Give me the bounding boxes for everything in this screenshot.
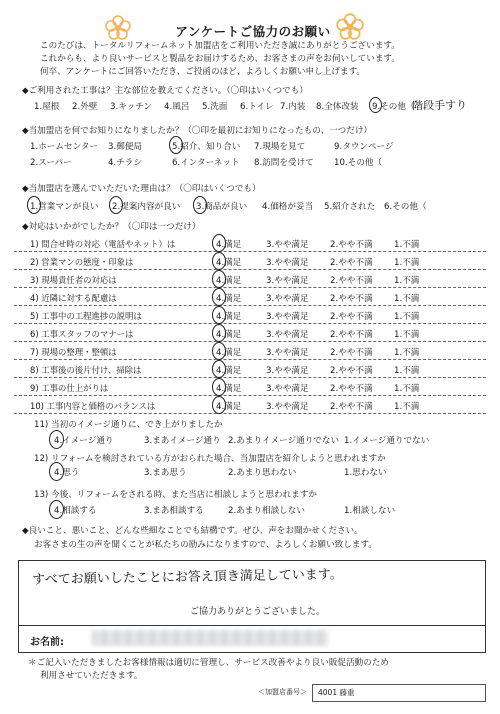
q13-question: 13) 今後、リフォームをされる時、また当店に相談しようと思われますか [34, 490, 317, 500]
matrix-option[interactable]: 4.満足 [216, 330, 242, 340]
answer-circle [49, 462, 64, 481]
row-divider [14, 377, 486, 378]
matrix-option[interactable]: 1.不満 [394, 258, 420, 268]
q1-handwritten-answer: 階段手すり [411, 98, 468, 113]
matrix-option[interactable]: 4.満足 [216, 276, 242, 286]
notice-line: ＊ご記入いただきましたお客様情報は適切に管理し、サービス改善やより良い販促活動のため [28, 658, 389, 668]
matrix-option[interactable]: 3.やや満足 [266, 312, 309, 322]
comment-prompt: お客さまの生の声を聞くことが私たちの励みになりますので、よろしくお願い致します。 [34, 540, 377, 550]
matrix-row-label: 5) 工事中の工程進捗の説明は [30, 311, 142, 321]
intro-line: 何卒、アンケートにご回答いただき、ご投函のほど、よろしくお願い申し上げます。 [40, 67, 366, 77]
matrix-option[interactable]: 1.不満 [394, 384, 420, 394]
q11-question: 11) 当初のイメージ通りに、でき上がりましたか [34, 420, 223, 430]
q13-option[interactable]: 4.相談する [54, 506, 97, 516]
intro-line: これからも、より良いサービスと製品をお届けするため、お客さまの声をお伺いしています。 [40, 54, 400, 64]
matrix-row-label: 9) 工事の仕上がりは [30, 383, 109, 393]
q3-option[interactable]: 1.営業マンが良い [30, 202, 99, 212]
notice-line: 利用させていただきます。 [40, 671, 143, 681]
q1-option[interactable]: 5.洗面 [202, 102, 228, 112]
q11-option[interactable]: 4.イメージ通り [54, 436, 114, 446]
q1-question: ◆ご利用された工事は？主な部位を教えてください。（〇印はいくつでも） [22, 86, 308, 96]
q3-option[interactable]: 6.その他（ [384, 202, 427, 212]
q3-option[interactable]: 3.商品が良い [196, 202, 248, 212]
matrix-row-label: 2) 営業マンの態度・印象は [30, 257, 134, 267]
matrix-option[interactable]: 4.満足 [216, 312, 242, 322]
q2-option[interactable]: 3.郵便局 [108, 142, 142, 152]
row-divider [14, 287, 486, 288]
matrix-row-label: 6) 工事スタッフのマナーは [30, 329, 134, 339]
matrix-option[interactable]: 1.不満 [394, 294, 420, 304]
matrix-row-label: 7) 現場の整理・整頓は [30, 347, 117, 357]
row-divider [14, 395, 486, 396]
matrix-option[interactable]: 1.不満 [394, 366, 420, 376]
matrix-option[interactable]: 3.やや満足 [266, 294, 309, 304]
name-label: お名前: [30, 637, 64, 648]
matrix-option[interactable]: 3.やや満足 [266, 330, 309, 340]
answer-circle [212, 396, 226, 414]
matrix-row-label: 10) 工事内容と価格のバランスは [30, 401, 156, 411]
answer-circle [27, 196, 41, 214]
matrix-option[interactable]: 2.やや不満 [330, 348, 373, 358]
matrix-option[interactable]: 1.不満 [394, 240, 420, 250]
matrix-option[interactable]: 4.満足 [216, 294, 242, 304]
answer-circle [212, 306, 226, 324]
matrix-option[interactable]: 2.やや不満 [330, 384, 373, 394]
matrix-option[interactable]: 2.やや不満 [330, 330, 373, 340]
shop-number: 4001 藤重 [318, 688, 355, 697]
matrix-row-label: 4) 近隣に対する配慮は [30, 293, 117, 303]
q1-option-other[interactable]: 9.その他（ [372, 102, 415, 112]
q11-option[interactable]: 3.まあイメージ通り [144, 436, 221, 446]
q12-option[interactable]: 2.あまり思わない [228, 468, 297, 478]
q12-option[interactable]: 3.まあ思う [144, 468, 187, 478]
q13-option[interactable]: 2.あまり相談しない [228, 506, 305, 516]
matrix-option[interactable]: 4.満足 [216, 366, 242, 376]
answer-circle [212, 270, 226, 288]
q2-option[interactable]: 7.現場を見て [254, 142, 306, 152]
answer-circle [369, 97, 382, 113]
q1-option[interactable]: 3.キッチン [110, 102, 152, 112]
shop-label: ＜加盟店番号＞ [258, 688, 307, 696]
matrix-option[interactable]: 1.不満 [394, 312, 420, 322]
page-title: アンケートご協力のお願い [175, 24, 331, 39]
row-divider [14, 305, 486, 306]
intro-line: このたびは、トータルリフォームネット加盟店をご利用いただき誠にありがとうございます。 [40, 41, 400, 51]
name-redacted [92, 630, 328, 646]
matrix-option[interactable]: 3.やや満足 [266, 348, 309, 358]
answer-circle [212, 342, 226, 360]
q11-option[interactable]: 2.あまりイメージ通りでない [228, 436, 340, 446]
matrix-row-label: 3) 現場責任者の対応は [30, 275, 117, 285]
answer-circle [212, 378, 226, 396]
matrix-option[interactable]: 2.やや不満 [330, 366, 373, 376]
answer-circle [212, 324, 226, 342]
q1-option[interactable]: 2.外壁 [72, 102, 98, 112]
q13-option[interactable]: 1.相談しない [344, 506, 396, 516]
row-divider [14, 269, 486, 270]
row-divider [14, 413, 486, 414]
answer-circle [212, 234, 226, 252]
q2-option[interactable]: 4.チラシ [108, 158, 142, 168]
q2-option[interactable]: 1.ホームセンター [30, 142, 99, 152]
matrix-row-label: 1) 問合せ時の対応（電話やネット）は [30, 239, 176, 249]
matrix-option[interactable]: 3.やや満足 [266, 366, 309, 376]
q1-option[interactable]: 8.全体改装 [316, 102, 359, 112]
answer-circle [212, 252, 226, 270]
q1-option[interactable]: 1.屋根 [34, 102, 60, 112]
q2-option[interactable]: 10.その他（ [334, 158, 383, 168]
matrix-option[interactable]: 2.やや不満 [330, 258, 373, 268]
answer-circle [109, 196, 123, 214]
matrix-option[interactable]: 3.やや満足 [266, 258, 309, 268]
row-divider [14, 323, 486, 324]
q3-option[interactable]: 5.紹介された [324, 202, 376, 212]
row-divider [14, 341, 486, 342]
matrix-row-label: 8) 工事後の後片付け、掃除は [30, 365, 142, 375]
row-divider [14, 251, 486, 252]
matrix-option[interactable]: 4.満足 [216, 258, 242, 268]
matrix-option[interactable]: 1.不満 [394, 276, 420, 286]
q2-option[interactable]: 6.インターネット [172, 158, 240, 168]
matrix-option[interactable]: 1.不満 [394, 402, 420, 412]
answer-circle [212, 288, 226, 306]
q2-option[interactable]: 8.訪問を受けて [254, 158, 314, 168]
matrix-option[interactable]: 1.不満 [394, 330, 420, 340]
thanks-text: ご協力ありがとうございました。 [190, 607, 326, 617]
comment-handwritten: すべてお願いしたことにお答え頂き満足しています。 [31, 567, 343, 588]
matrix-option[interactable]: 3.やや満足 [266, 402, 309, 412]
matrix-option[interactable]: 4.満足 [216, 402, 242, 412]
matrix-option[interactable]: 2.やや不満 [330, 240, 373, 250]
matrix-option[interactable]: 2.やや不満 [330, 294, 373, 304]
matrix-option[interactable]: 4.満足 [216, 384, 242, 394]
answer-circle [49, 430, 64, 449]
matrix-option[interactable]: 3.やや満足 [266, 276, 309, 286]
q1-option[interactable]: 4.風呂 [164, 102, 190, 112]
matrix-option[interactable]: 4.満足 [216, 240, 242, 250]
answer-circle [169, 136, 183, 154]
q2-option[interactable]: 2.スーパー [30, 158, 72, 168]
matrix-option[interactable]: 3.やや満足 [266, 384, 309, 394]
matrix-option[interactable]: 2.やや不満 [330, 402, 373, 412]
comment-prompt: ◆良いこと、悪いこと、どんな些細なことでも結構です。ぜひ、声をお聞かせください。 [22, 526, 363, 536]
q11-option[interactable]: 1.イメージ通りでない [344, 436, 430, 446]
row-divider [14, 359, 486, 360]
q2-question: ◆当加盟店を何でお知りになりましたか？（〇印を最初にお知りになったもの、一つだけ） [22, 126, 373, 136]
answer-circle [49, 500, 64, 519]
answer-circle [193, 196, 207, 214]
q12-option[interactable]: 4.思う [54, 468, 80, 478]
q12-option[interactable]: 1.思わない [344, 468, 387, 478]
matrix-option[interactable]: 2.やや不満 [330, 312, 373, 322]
matrix-option[interactable]: 1.不満 [394, 348, 420, 358]
q2-option[interactable]: 5.紹介、知り合い [172, 142, 241, 152]
matrix-option[interactable]: 3.やや満足 [266, 240, 309, 250]
flower-left-icon [104, 14, 132, 42]
answer-circle [212, 360, 226, 378]
q13-option[interactable]: 3.まあ相談する [144, 506, 204, 516]
q4-question: ◆対応はいかがでしたか？（〇印は一つだけ） [22, 222, 201, 232]
q1-option[interactable]: 7.内装 [280, 102, 306, 112]
q2-option[interactable]: 9.タウンページ [334, 142, 394, 152]
intro-text [40, 40, 490, 79]
q3-question: ◆当加盟店を選んでいただいた理由は？（〇印はいくつでも） [22, 184, 261, 194]
privacy-notice [28, 657, 488, 683]
q3-option[interactable]: 2.提案内容が良い [112, 202, 181, 212]
q3-option[interactable]: 4.価格が妥当 [262, 202, 314, 212]
matrix-option[interactable]: 4.満足 [216, 348, 242, 358]
q12-question: 12) リフォームを検討されている方がおられた場合、当加盟店を紹介しようと思われますか [34, 454, 386, 464]
q1-option[interactable]: 6.トイレ [240, 102, 274, 112]
matrix-option[interactable]: 2.やや不満 [330, 276, 373, 286]
